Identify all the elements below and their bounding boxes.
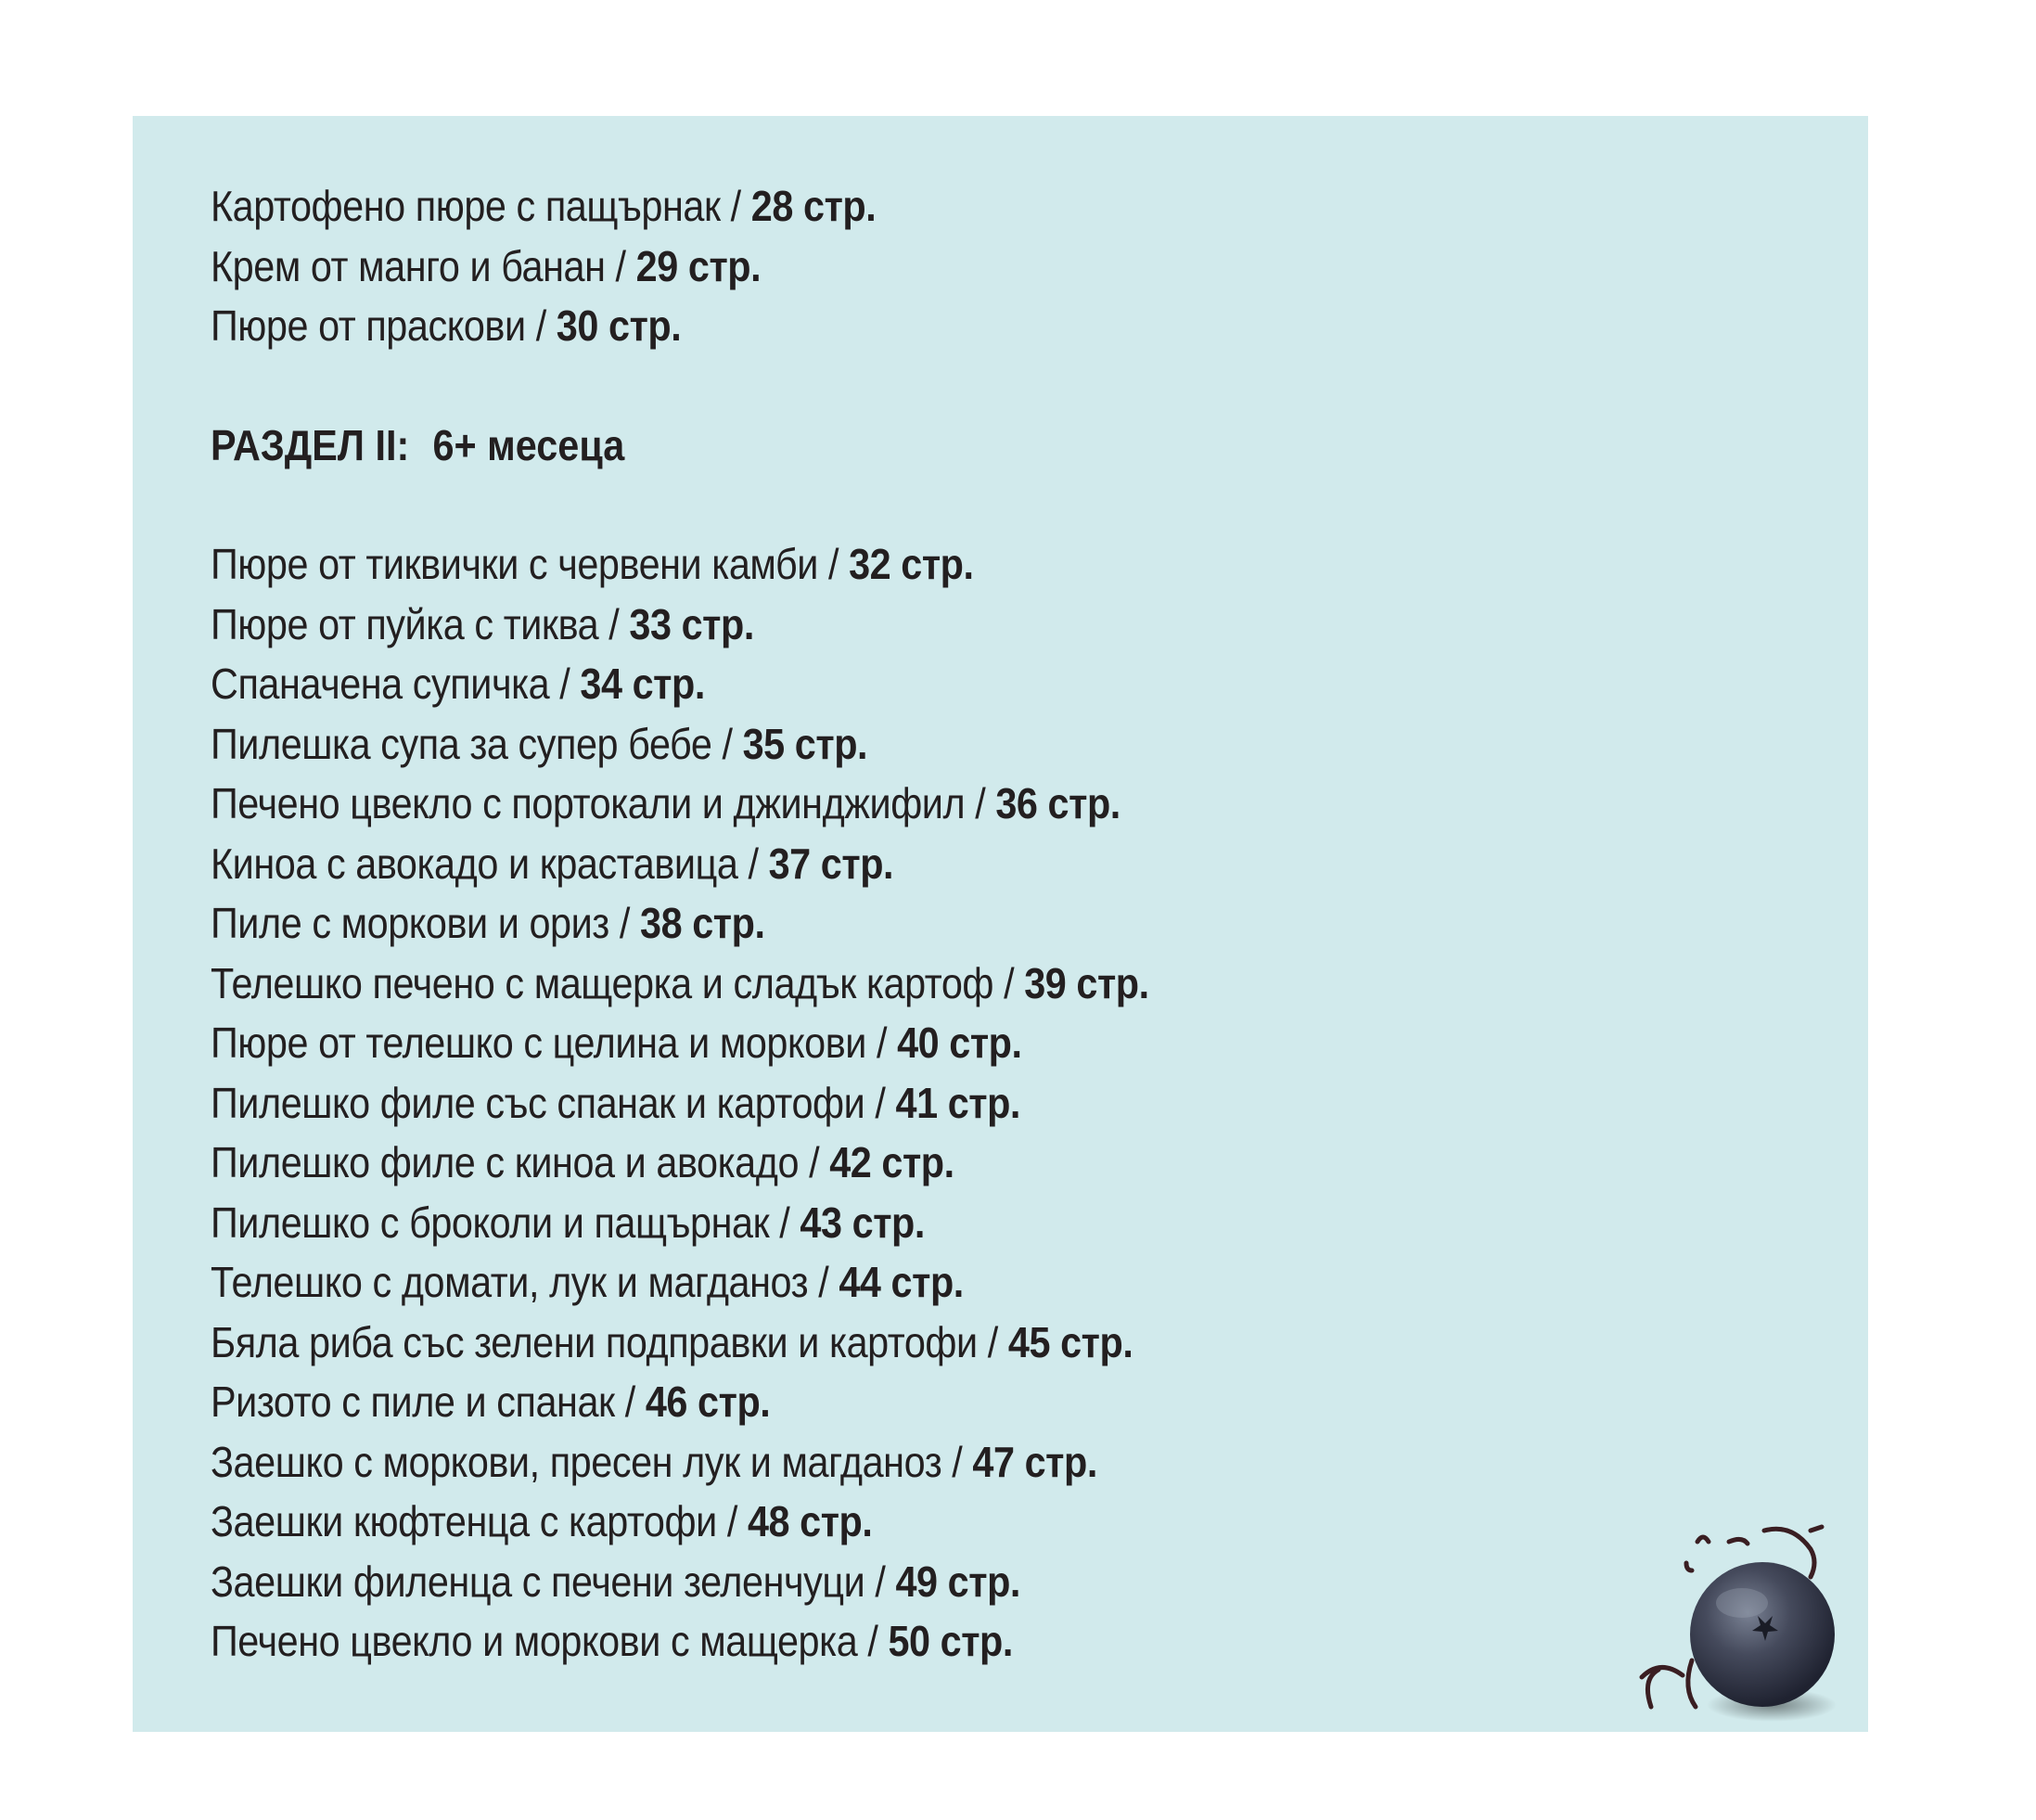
toc-entry [211,1133,1546,1193]
toc-entry-page: 30 стр. [556,301,682,350]
toc-entry [211,1552,1546,1612]
toc-group-two [211,534,1695,1672]
toc-entry-separator: / [716,1497,748,1545]
toc-entry-title: Пюре от тиквички с червени камби [211,540,818,588]
toc-entry [211,176,1546,237]
toc-entry-page: 29 стр. [635,241,762,290]
toc-entry-page: 49 стр. [895,1557,1020,1606]
toc-entry-separator: / [711,719,743,768]
toc-entry-separator: / [864,1557,896,1606]
toc-entry [211,237,1546,297]
toc-entry [211,1611,1546,1672]
section-label: РАЗДЕЛ II: [211,420,410,469]
toc-entry-page: 48 стр. [747,1497,873,1545]
toc-entry-title: Пилешко филе със спанак и картофи [211,1078,865,1127]
toc-entry-separator: / [614,1378,646,1426]
toc-entry [211,1252,1546,1313]
toc-entry [211,534,1546,595]
toc-entry-separator: / [817,540,850,588]
toc-entry-title: Пюре от телешко с целина и моркови [211,1019,866,1067]
toc-entry-title: Спаначена супичка [211,660,550,708]
toc-entry [211,1313,1546,1373]
table-of-contents [211,176,1695,1672]
toc-entry-title: Пилешко с броколи и пащърнак [211,1198,770,1247]
section-heading [211,416,1546,476]
toc-entry [211,893,1546,954]
toc-entry-page: 39 стр. [1024,958,1149,1007]
toc-entry-separator: / [977,1317,1008,1366]
toc-entry-title: Пюре от пуйка с тиква [211,599,599,648]
toc-entry-title: Пилешка супа за супер бебе [211,719,712,768]
toc-entry [211,595,1546,655]
toc-entry-separator: / [864,1078,896,1127]
toc-entry-title: Заешки филенца с печени зеленчуци [211,1557,865,1606]
toc-entry-title: Киноа с авокадо и краставица [211,839,738,888]
toc-entry [211,1432,1546,1493]
toc-entry [211,1193,1546,1253]
toc-entry [211,1492,1546,1552]
spacer [211,475,1695,534]
toc-entry-title: Картофено пюре с пащърнак [211,182,721,230]
blueberry-character-icon [1633,1512,1855,1744]
toc-entry-separator: / [941,1437,973,1486]
spacer [211,356,1695,416]
toc-entry-title: Телешко печено с мащерка и сладък картоф [211,958,994,1007]
toc-entry [211,834,1546,894]
toc-entry-page: 40 стр. [897,1019,1022,1067]
toc-entry-page: 42 стр. [829,1138,954,1186]
toc-entry [211,714,1546,775]
toc-entry-title: Пилешко филе с киноа и авокадо [211,1138,800,1186]
toc-entry-page: 28 стр. [750,182,877,230]
toc-entry-title: Ризото с пиле и спанак [211,1378,615,1426]
toc-entry-title: Заешки кюфтенца с картофи [211,1497,717,1545]
toc-entry [211,1013,1546,1073]
toc-entry-separator: / [549,660,581,708]
toc-entry-page: 32 стр. [849,540,974,588]
toc-entry-page: 38 стр. [640,899,765,947]
toc-entry-page: 50 стр. [888,1617,1013,1665]
toc-entry [211,1372,1546,1432]
toc-entry-separator: / [605,241,636,290]
toc-entry-separator: / [608,899,641,947]
toc-entry-title: Телешко с домати, лук и магданоз [211,1258,809,1306]
toc-entry-separator: / [598,599,630,648]
toc-entry-title: Крем от манго и банан [211,241,606,290]
toc-entry-page: 43 стр. [800,1198,925,1247]
toc-entry-page: 33 стр. [629,599,754,648]
toc-entry-title: Заешко с моркови, пресен лук и магданоз [211,1437,942,1486]
toc-entry-separator: / [857,1617,889,1665]
toc-entry-page: 46 стр. [645,1378,771,1426]
toc-entry-separator: / [799,1138,830,1186]
toc-entry-separator: / [865,1019,898,1067]
toc-entry-page: 47 стр. [972,1437,1097,1486]
toc-entry-title: Пюре от праскови [211,301,526,350]
section-subtitle: 6+ месеца [432,420,625,469]
toc-entry [211,774,1546,834]
toc-entry-page: 44 стр. [839,1258,964,1306]
toc-entry-separator: / [769,1198,800,1247]
toc-entry-separator: / [993,958,1025,1007]
toc-entry-page: 34 стр. [580,660,705,708]
toc-entry-page: 35 стр. [742,719,868,768]
toc-entry [211,654,1546,714]
toc-entry-separator: / [808,1258,839,1306]
toc-entry-page: 45 стр. [1007,1317,1133,1366]
toc-group-one [211,176,1695,356]
toc-entry-title: Печено цвекло с портокали и джинджифил [211,779,966,827]
toc-entry-separator: / [737,839,769,888]
toc-entry-page: 37 стр. [768,839,894,888]
toc-entry-page: 36 стр. [995,779,1120,827]
toc-entry [211,296,1546,356]
toc-entry-separator: / [965,779,996,827]
toc-entry-separator: / [720,182,751,230]
toc-entry-title: Печено цвекло и моркови с мащерка [211,1617,858,1665]
toc-entry-separator: / [525,301,557,350]
toc-entry [211,954,1546,1014]
toc-entry-page: 41 стр. [895,1078,1020,1127]
toc-entry-title: Пиле с моркови и ориз [211,899,609,947]
toc-entry-title: Бяла риба със зелени подправки и картофи [211,1317,978,1366]
toc-entry [211,1073,1546,1134]
